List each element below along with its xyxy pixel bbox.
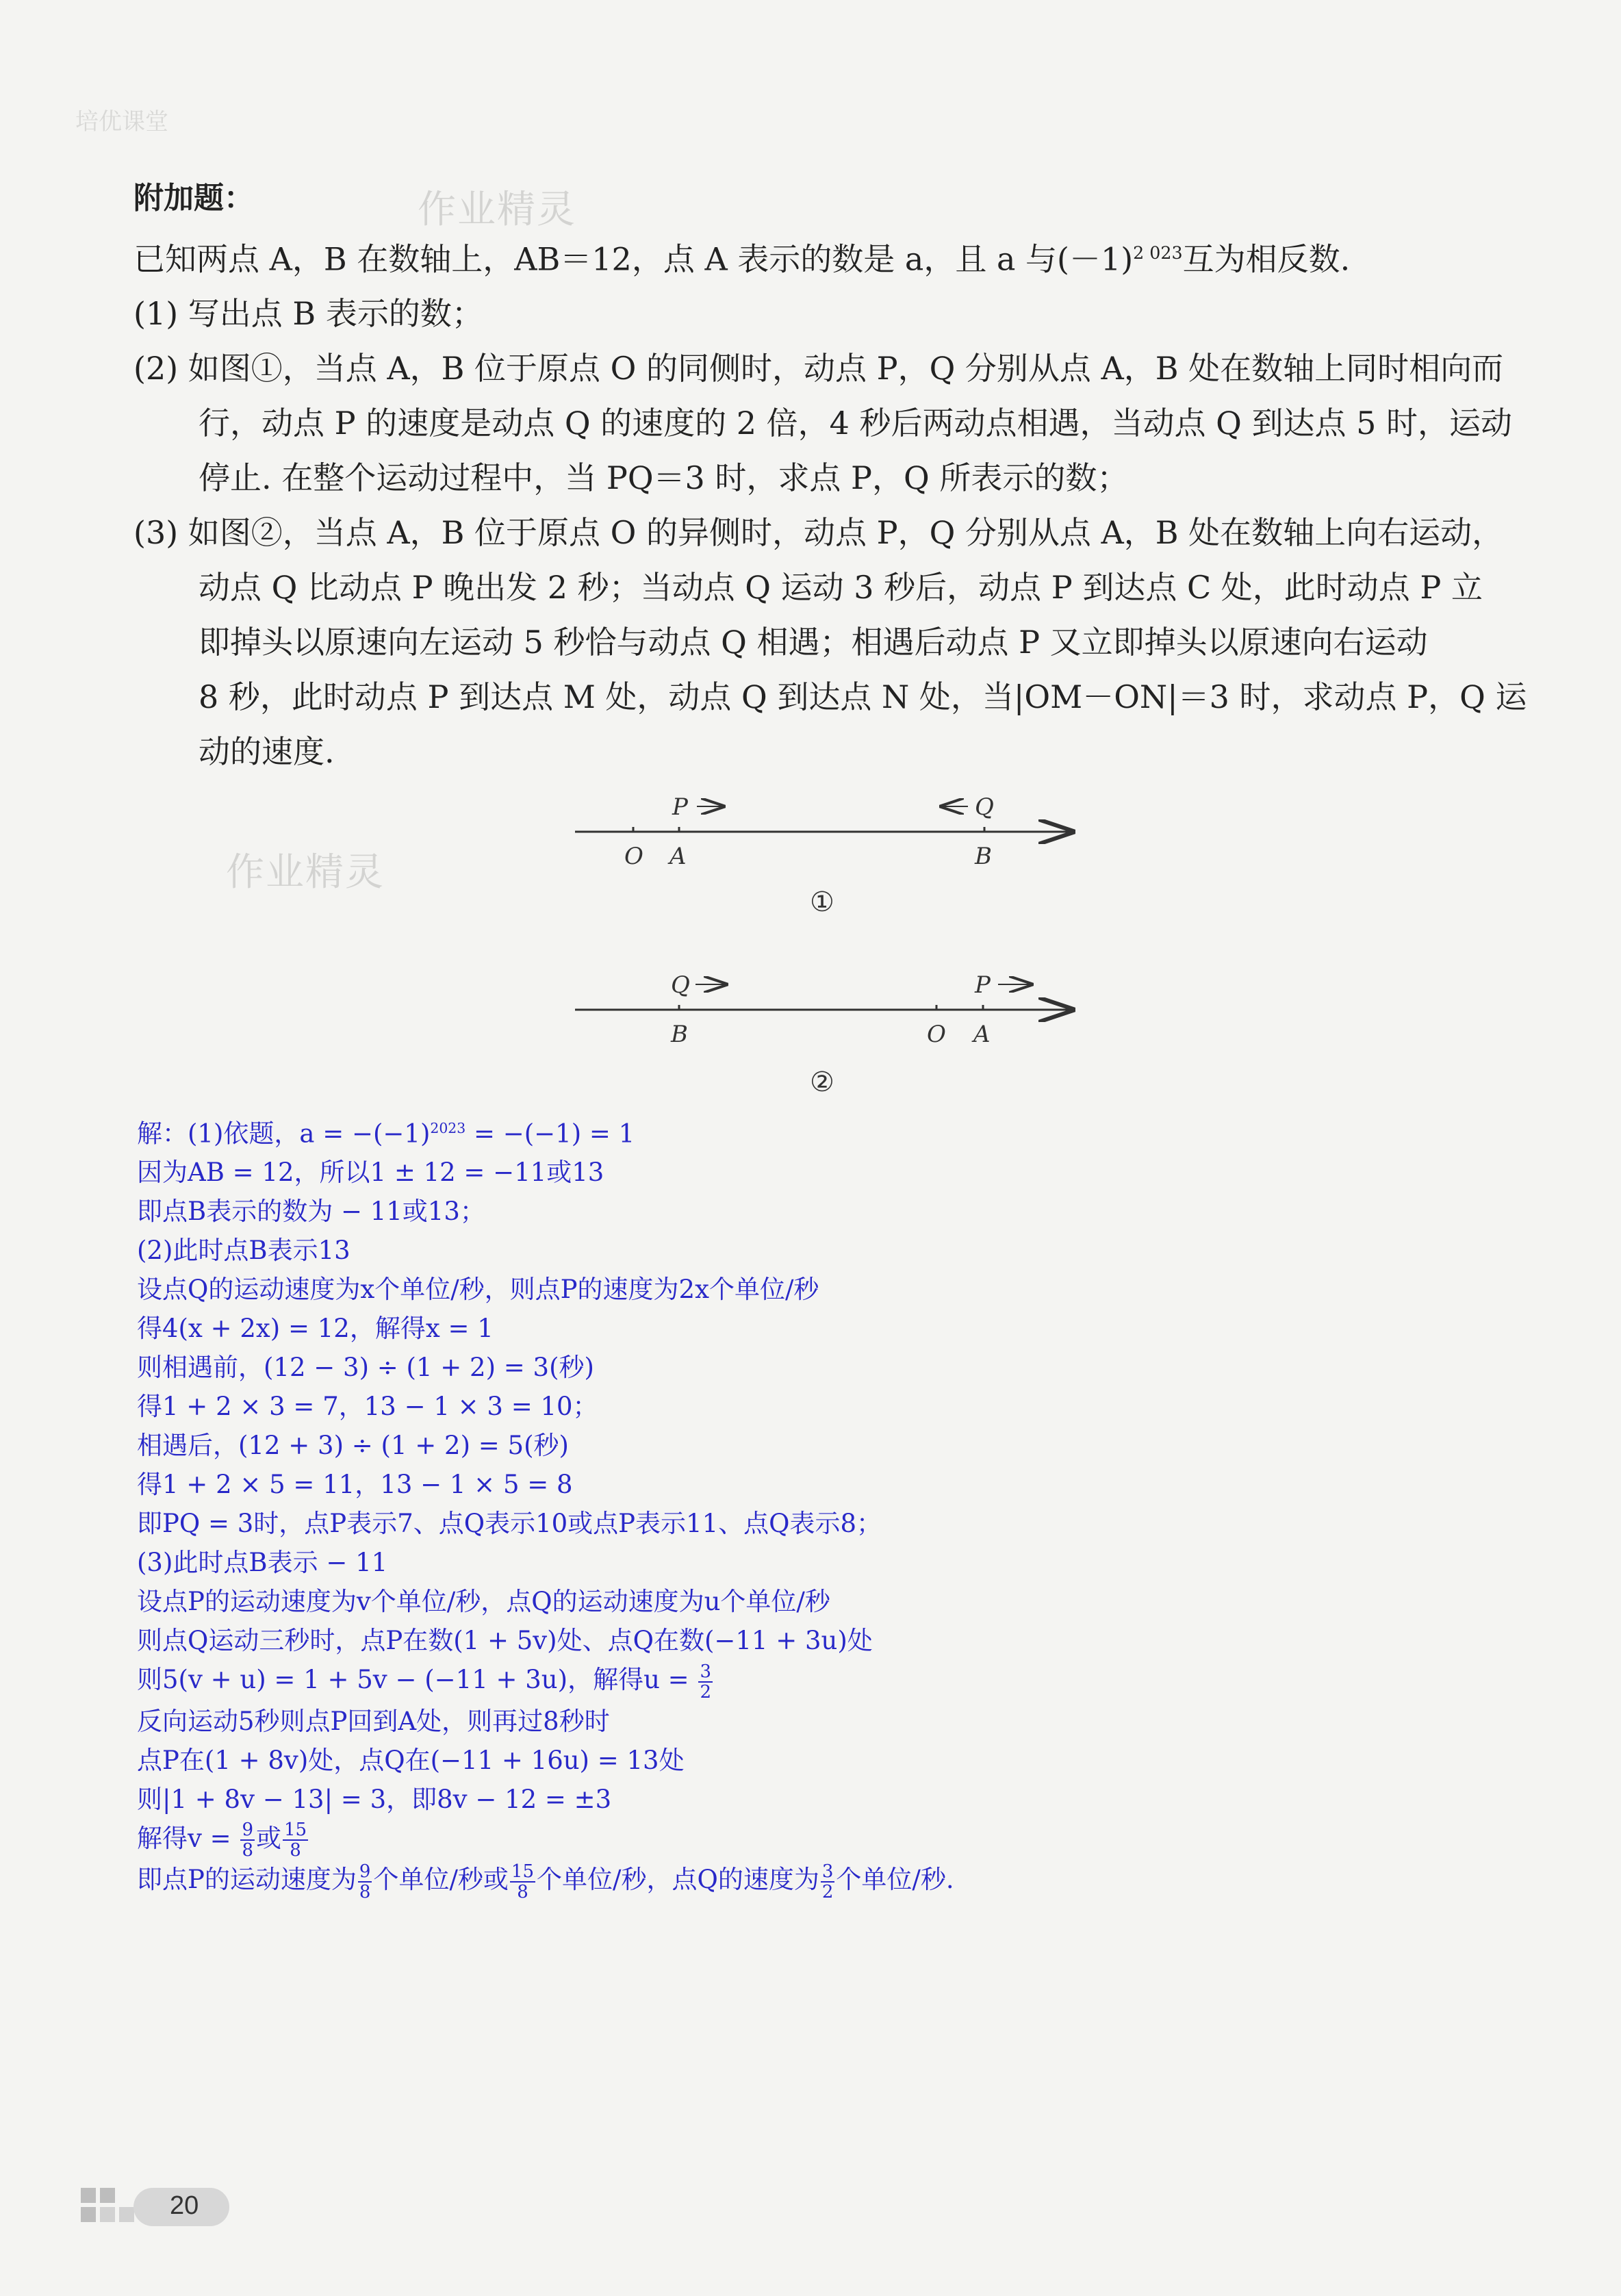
denominator: 8 [359,1881,371,1902]
solution-line: 反向运动5秒则点P回到A处，则再过8秒时 [137,1706,610,1736]
numerator: 9 [359,1861,371,1882]
text: = −(−1) = 1 [465,1119,635,1149]
intro-text-end: 互为相反数. [1182,240,1351,278]
label-q: Q [671,971,690,999]
solution-line: 设点Q的运动速度为x个单位/秒，则点P的速度为2x个单位/秒 [137,1275,819,1305]
intro-text: 已知两点 A，B 在数轴上，AB＝12，点 A 表示的数是 a，且 a 与(－1) [133,240,1134,278]
label-b: B [671,1021,688,1048]
watermark: 作业精灵 [226,850,385,895]
problem-block [133,171,1527,779]
problem-intro [133,226,1523,286]
label-b: B [975,843,992,870]
numerator: 15 [511,1861,535,1882]
numerator: 3 [821,1861,834,1882]
solution-line: 得1 + 2 × 3 = 7，13 − 1 × 3 = 10； [137,1392,598,1422]
solution-line: 点P在(1 + 8v)处，点Q在(−11 + 16u) = 13处 [137,1745,685,1775]
text: 或 [255,1823,281,1853]
page-number: 20 [170,2191,199,2220]
denominator: 8 [290,1840,301,1861]
denominator: 2 [821,1881,834,1902]
numerator: 3 [700,1661,711,1682]
part-3-line-4: 8 秒，此时动点 P 到达点 M 处，动点 Q 到达点 N 处，当|OM－ON|＝3 时，求动点 P，Q 运 [199,678,1527,716]
solution-line [137,1819,1438,1861]
figure-1-caption: ① [810,886,834,918]
solution-line: 得4(x + 2x) = 12，解得x = 1 [137,1314,494,1344]
text: 解：(1)依题，a = −(−1) [137,1119,431,1149]
label-p: P [975,971,991,999]
decor-square [100,2207,115,2222]
label-a: A [973,1021,991,1048]
solution-block [137,1109,1438,1902]
numerator: 15 [283,1820,307,1841]
part-3-line-1: (3) 如图②，当点 A，B 位于原点 O 的异侧时，动点 P，Q 分别从点 A，B 处在数轴上向右运动， [133,514,1504,552]
solution-line [137,1109,1438,1153]
decor-square [100,2188,115,2203]
solution-line: 因为AB = 12，所以1 ± 12 = −11或13 [137,1158,604,1188]
label-q: Q [975,793,994,821]
part-3-line-2: 动点 Q 比动点 P 晚出发 2 秒；当动点 Q 运动 3 秒后，动点 P 到达点 C 处，此时动点 P 立 [199,569,1483,607]
solution-line: 则点Q运动三秒时，点P在数(1 + 5v)处、点Q在数(−11 + 3u)处 [137,1626,873,1656]
solution-line [137,1860,1438,1902]
fraction [283,1820,308,1860]
part-3-line-5: 动的速度. [199,733,335,771]
solution-line: (2)此时点B表示13 [137,1236,350,1266]
denominator: 8 [517,1881,528,1902]
fraction [358,1862,372,1902]
decor-square [81,2188,96,2203]
text: 个单位/秒. [836,1865,954,1895]
part-1: (1) 写出点 B 表示的数； [133,295,483,333]
solution-line [137,1660,1438,1702]
solution-line: 得1 + 2 × 5 = 11，13 − 1 × 5 = 8 [137,1470,573,1500]
problem-title: 附加题： [133,181,254,216]
text: 个单位/秒，点Q的速度为 [537,1865,819,1895]
fraction [821,1862,835,1902]
watermark: 作业精灵 [418,188,576,232]
figure-2-number-line [0,965,1621,1075]
text: 即点P的运动速度为 [137,1865,357,1895]
label-o: O [927,1021,946,1048]
part-2-line-1: (2) 如图①，当点 A，B 位于原点 O 的同侧时，动点 P，Q 分别从点 A，B 处在数轴上同时相向而 [133,350,1504,387]
label-p: P [672,793,688,821]
solution-line: 即PQ = 3时，点P表示7、点Q表示10或点P表示11、点Q表示8； [137,1509,882,1539]
solution-line: 即点B表示的数为 − 11或13； [137,1197,485,1227]
denominator: 2 [700,1681,711,1702]
solution-line: 设点P的运动速度为v个单位/秒，点Q的运动速度为u个单位/秒 [137,1587,830,1617]
figure-1-number-line [0,787,1621,897]
exponent: 2023 [430,1120,466,1136]
fraction [510,1862,535,1902]
decor-square [81,2207,96,2222]
label-a: A [669,843,687,870]
text: 个单位/秒或 [373,1865,509,1895]
label-o: O [624,843,643,870]
solution-line: 则|1 + 8v − 13| = 3，即8v − 12 = ±3 [137,1784,612,1814]
fraction [240,1820,255,1860]
part-2-line-3: 停止. 在整个运动过程中，当 PQ＝3 时，求点 P，Q 所表示的数； [199,459,1129,497]
denominator: 8 [242,1840,253,1861]
solution-line: (3)此时点B表示 − 11 [137,1548,388,1578]
fraction [698,1662,713,1702]
text: 解得v = [137,1823,240,1853]
intro-exponent: 2 023 [1133,243,1183,263]
figure-2-caption: ② [810,1067,834,1098]
header-mark: 培优课堂 [75,108,168,136]
solution-line: 则相遇前，(12 − 3) ÷ (1 + 2) = 3(秒) [137,1353,594,1383]
numerator: 9 [242,1820,253,1841]
solution-line: 相遇后，(12 + 3) ÷ (1 + 2) = 5(秒) [137,1431,569,1461]
text: 则5(v + u) = 1 + 5v − (−11 + 3u)，解得u = [137,1665,698,1695]
decor-square [119,2207,134,2222]
part-2-line-2: 行，动点 P 的速度是动点 Q 的速度的 2 倍，4 秒后两动点相遇，当动点 Q 到达点 5 时，运动 [199,405,1513,442]
part-3-line-3: 即掉头以原速向左运动 5 秒恰与动点 Q 相遇；相遇后动点 P 又立即掉头以原速向右运动 [199,624,1428,661]
